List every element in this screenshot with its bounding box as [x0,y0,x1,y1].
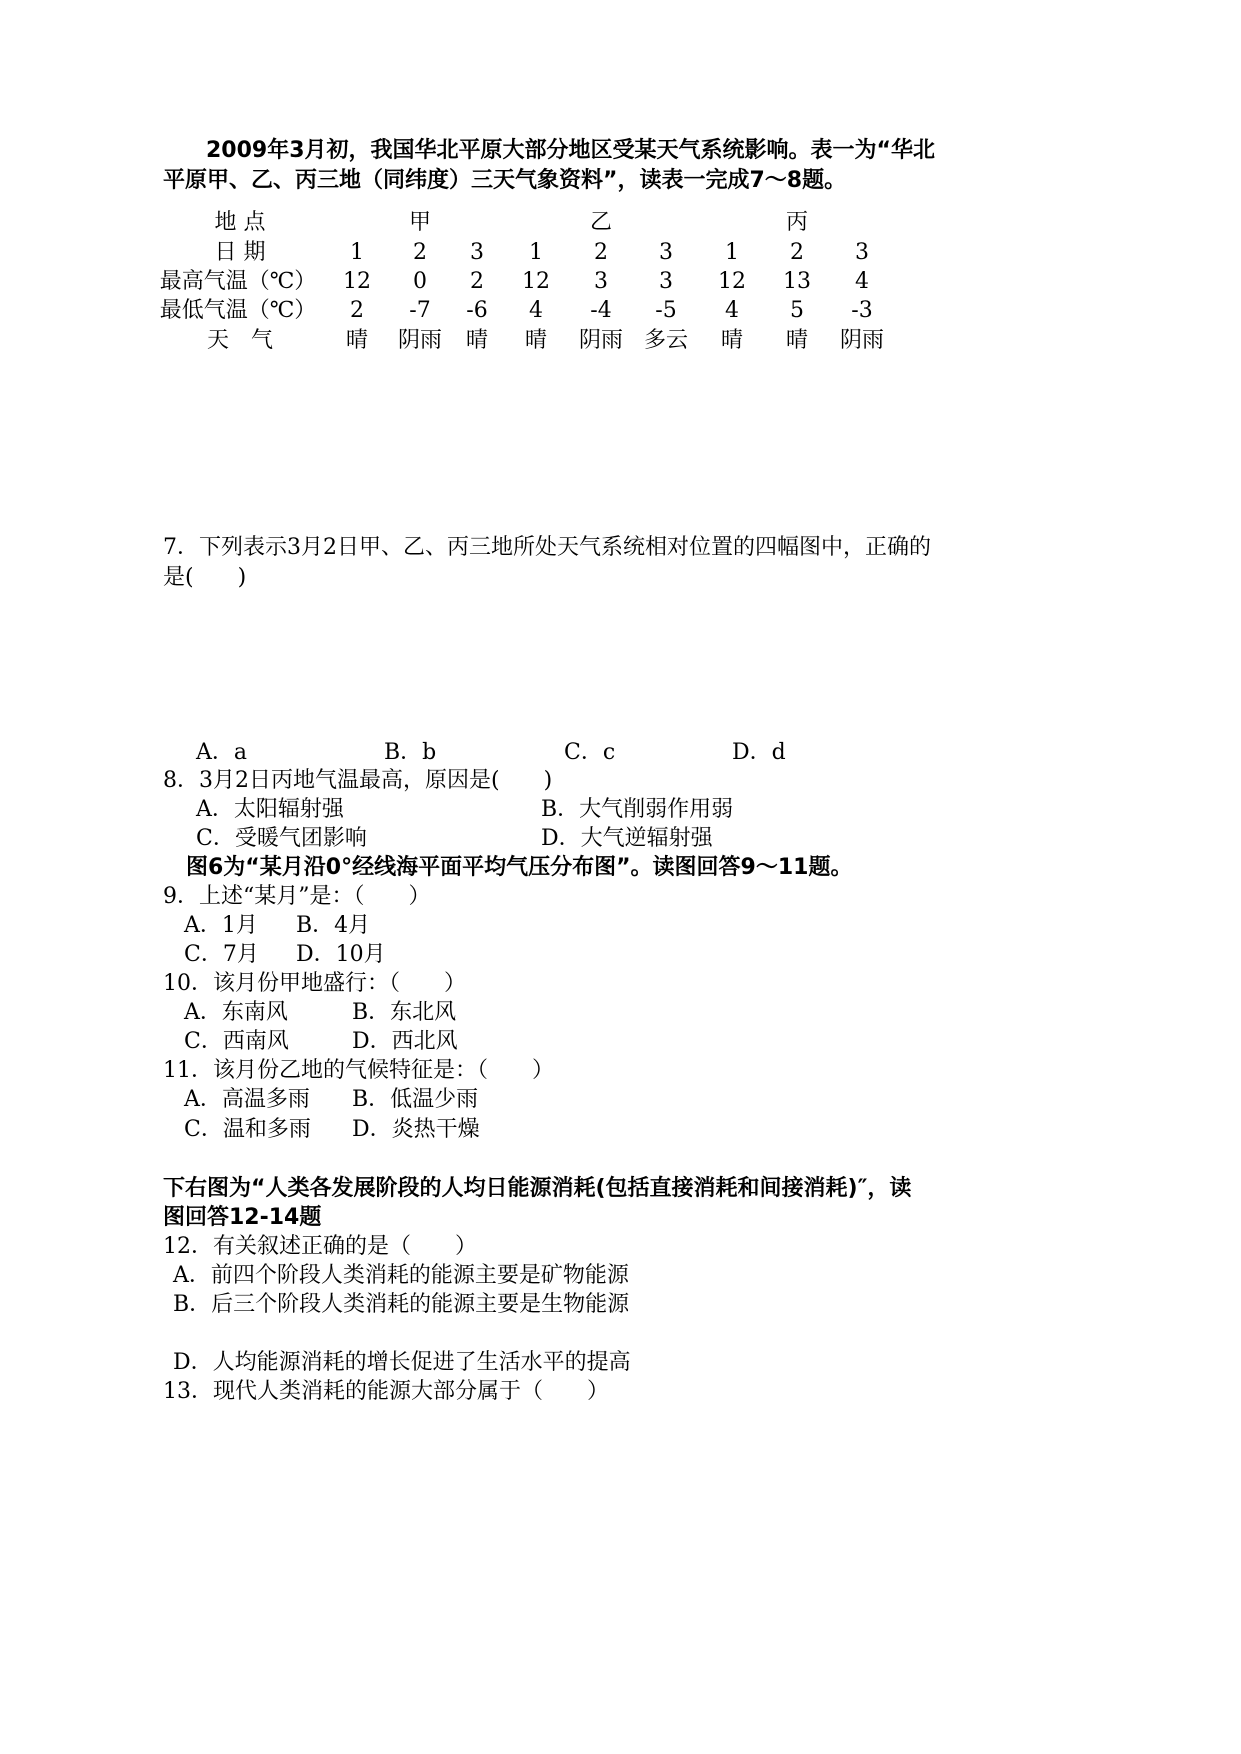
question-11-stem: 11．该月份乙地的气候特征是：（ ） [163,1058,554,1083]
weather-cell: 多云 [643,328,688,353]
table-header-bing: 丙 [785,210,808,235]
question-10-option-c: C．西南风 [184,1029,289,1054]
figure-6-instruction: 图6为“某月沿0°经线海平面平均气压分布图”。读图回答9～11题。 [186,855,853,880]
question-7-option-b: B．b [384,740,437,765]
question-11-option-b: B．低温少雨 [352,1087,479,1112]
weather-cell: 阴雨 [839,328,884,353]
weather-cell: 晴 [465,328,488,353]
table-header-yi: 乙 [589,210,612,235]
question-12-option-b: B．后三个阶段人类消耗的能源主要是生物能源 [173,1292,630,1317]
min-temp-cell: -3 [851,298,873,323]
question-8-option-a: A．太阳辐射强 [196,797,344,822]
question-8-stem: 8．3月2日丙地气温最高，原因是( ) [163,768,553,793]
max-temp-cell: 0 [413,269,427,294]
question-7-stem: 7．下列表示3月2日甲、乙、丙三地所处天气系统相对位置的四幅图中，正确的 [163,535,931,560]
question-10-option-a: A．东南风 [184,1000,288,1025]
weather-cell: 晴 [524,328,547,353]
intro-line-1: 2009年3月初，我国华北平原大部分地区受某天气系统影响。表一为“华北 [206,138,935,163]
question-7-stem-cont: 是( ) [163,565,247,590]
min-temp-cell: 4 [529,298,543,323]
date-cell: 1 [725,240,739,265]
max-temp-cell: 2 [470,269,484,294]
question-8-option-b: B．大气削弱作用弱 [541,797,734,822]
energy-instruction-line-1: 下右图为“人类各发展阶段的人均日能源消耗(包括直接消耗和间接消耗)″，读 [163,1176,912,1201]
question-12-stem: 12．有关叙述正确的是（ ） [163,1234,477,1259]
date-cell: 2 [790,240,804,265]
weather-cell: 阴雨 [578,328,623,353]
table-header-jia: 甲 [408,210,431,235]
question-11-option-a: A．高温多雨 [184,1087,310,1112]
min-temp-cell: -7 [409,298,431,323]
min-temp-cell: 2 [350,298,364,323]
row-label-date: 日 期 [214,240,266,265]
question-10-option-d: D．西北风 [352,1029,458,1054]
question-9-stem: 9．上述“某月”是：（ ） [163,884,431,909]
min-temp-cell: -6 [466,298,488,323]
row-label-min: 最低气温（℃） [159,298,317,323]
question-7-option-c: C．c [564,740,616,765]
min-temp-cell: 5 [790,298,804,323]
question-7-option-d: D．d [732,740,786,765]
question-9-option-b: B．4月 [296,913,371,938]
intro-line-2: 平原甲、乙、丙三地（同纬度）三天气象资料”，读表一完成7～8题。 [163,168,847,193]
min-temp-cell: -5 [655,298,677,323]
date-cell: 2 [413,240,427,265]
question-12-option-d: D．人均能源消耗的增长促进了生活水平的提高 [173,1350,631,1375]
weather-cell: 晴 [345,328,368,353]
min-temp-cell: 4 [725,298,739,323]
row-label-weather: 天 气 [206,328,273,353]
max-temp-cell: 13 [783,269,811,294]
max-temp-cell: 3 [594,269,608,294]
date-cell: 3 [855,240,869,265]
table-header-location: 地 点 [214,210,266,235]
question-9-option-d: D．10月 [296,942,386,967]
max-temp-cell: 4 [855,269,869,294]
question-13-stem: 13．现代人类消耗的能源大部分属于（ ） [163,1379,609,1404]
date-cell: 1 [350,240,364,265]
max-temp-cell: 12 [522,269,550,294]
question-11-option-c: C．温和多雨 [184,1117,311,1142]
question-8-option-c: C．受暖气团影响 [196,826,367,851]
question-12-option-a: A．前四个阶段人类消耗的能源主要是矿物能源 [173,1263,629,1288]
question-10-stem: 10．该月份甲地盛行：（ ） [163,971,466,996]
energy-instruction-line-2: 图回答12-14题 [163,1205,322,1230]
date-cell: 3 [659,240,673,265]
question-9-option-c: C．7月 [184,942,259,967]
date-cell: 1 [529,240,543,265]
question-7-option-a: A．a [196,740,248,765]
weather-cell: 晴 [720,328,743,353]
min-temp-cell: -4 [590,298,612,323]
weather-cell: 晴 [785,328,808,353]
row-label-max: 最高气温（℃） [159,269,317,294]
question-8-option-d: D．大气逆辐射强 [541,826,713,851]
weather-cell: 阴雨 [397,328,442,353]
date-cell: 2 [594,240,608,265]
question-10-option-b: B．东北风 [352,1000,457,1025]
max-temp-cell: 12 [343,269,371,294]
max-temp-cell: 12 [718,269,746,294]
date-cell: 3 [470,240,484,265]
max-temp-cell: 3 [659,269,673,294]
question-9-option-a: A．1月 [184,913,258,938]
question-11-option-d: D．炎热干燥 [352,1117,480,1142]
